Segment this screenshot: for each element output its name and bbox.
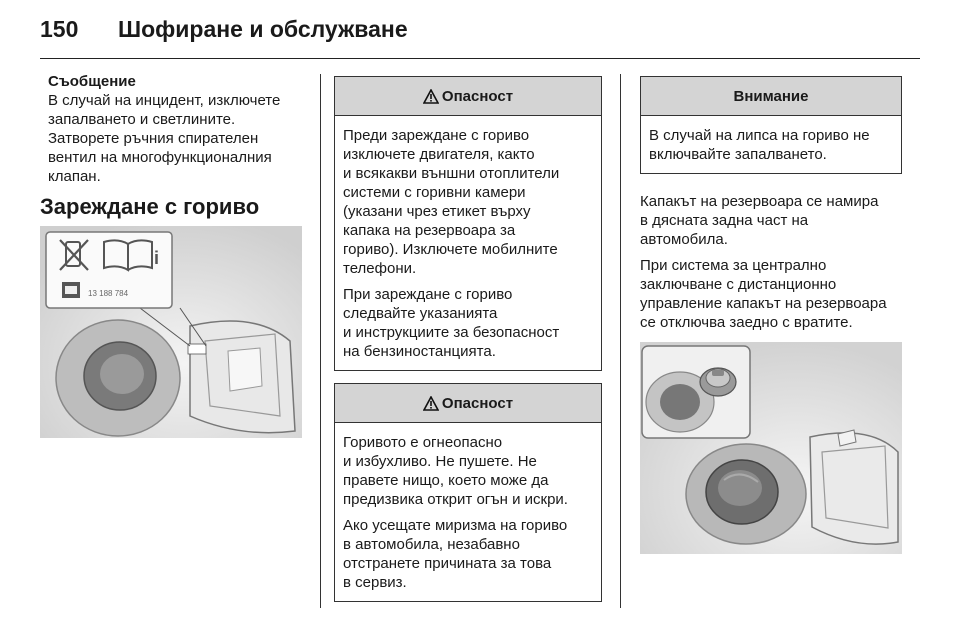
warning-triangle-icon — [423, 396, 439, 411]
danger-box-2-text-1: Горивото е огнеопасно и избухливо. Не пушете. Не правете нищо, което може да предизвика открит огън и искри. — [343, 434, 568, 508]
danger-box-1 — [334, 76, 602, 371]
danger-box-2-header — [335, 384, 601, 423]
caution-box-text: В случай на липса на гориво не включвайте запалването. — [649, 127, 870, 163]
column-1 — [40, 72, 306, 234]
column-3 — [640, 76, 902, 365]
column-divider-1 — [320, 74, 321, 608]
fuel-door-label-image — [40, 226, 302, 438]
danger-box-1-title: Опасност — [441, 87, 514, 105]
header-rule — [40, 58, 920, 59]
danger-box-2 — [334, 383, 602, 602]
note-title: Съобщение — [48, 73, 136, 90]
svg-text:i: i — [154, 248, 160, 268]
note-text: В случай на инцидент, изключете запалването и светлините. Затворете ръчния спирателен вентил на многофункционалния клапан. — [48, 92, 281, 185]
section-title: Зареждане с гориво — [40, 194, 260, 219]
danger-box-1-header — [335, 77, 601, 116]
caution-box — [640, 76, 902, 174]
fuel-door-open-image — [640, 342, 902, 554]
page-header — [40, 16, 920, 56]
column-divider-2 — [620, 74, 621, 608]
page-number: 150 — [40, 16, 79, 42]
danger-box-2-title: Опасност — [441, 394, 514, 412]
fuel-cap-icon — [700, 368, 736, 396]
chapter-title: Шофиране и обслужване — [118, 16, 408, 42]
caution-box-title: Внимание — [733, 87, 809, 105]
warning-triangle-icon — [423, 89, 439, 104]
central-locking-text: При система за централно заключване с дистанционно управление капакът на резервоара се отключва заедно с вратите. — [640, 257, 887, 331]
fuel-door-open-illustration — [640, 342, 902, 554]
column-2 — [334, 76, 602, 614]
figure-label: 13 188 784 — [88, 289, 129, 298]
fuel-door-location-text: Капакът на резервоара се намира в дясната задна част на автомобила. — [640, 193, 879, 248]
danger-box-1-text-2: При зареждане с гориво следвайте указанията и инструкциите за безопасност на бензиностанцията. — [343, 286, 560, 360]
caution-box-header — [641, 77, 901, 116]
danger-box-2-text-2: Ако усещате миризма на гориво в автомобила, незабавно отстранете причината за това в сервиз. — [343, 517, 568, 591]
fuel-door-label-illustration — [40, 226, 302, 438]
danger-box-1-text-1: Преди зареждане с гориво изключете двигателя, както и всякакви външни отоплители системи с горивни камери (указани чрез етикет върху капака на резервоара за гориво). Изключете мобилните телефони. — [343, 127, 560, 277]
